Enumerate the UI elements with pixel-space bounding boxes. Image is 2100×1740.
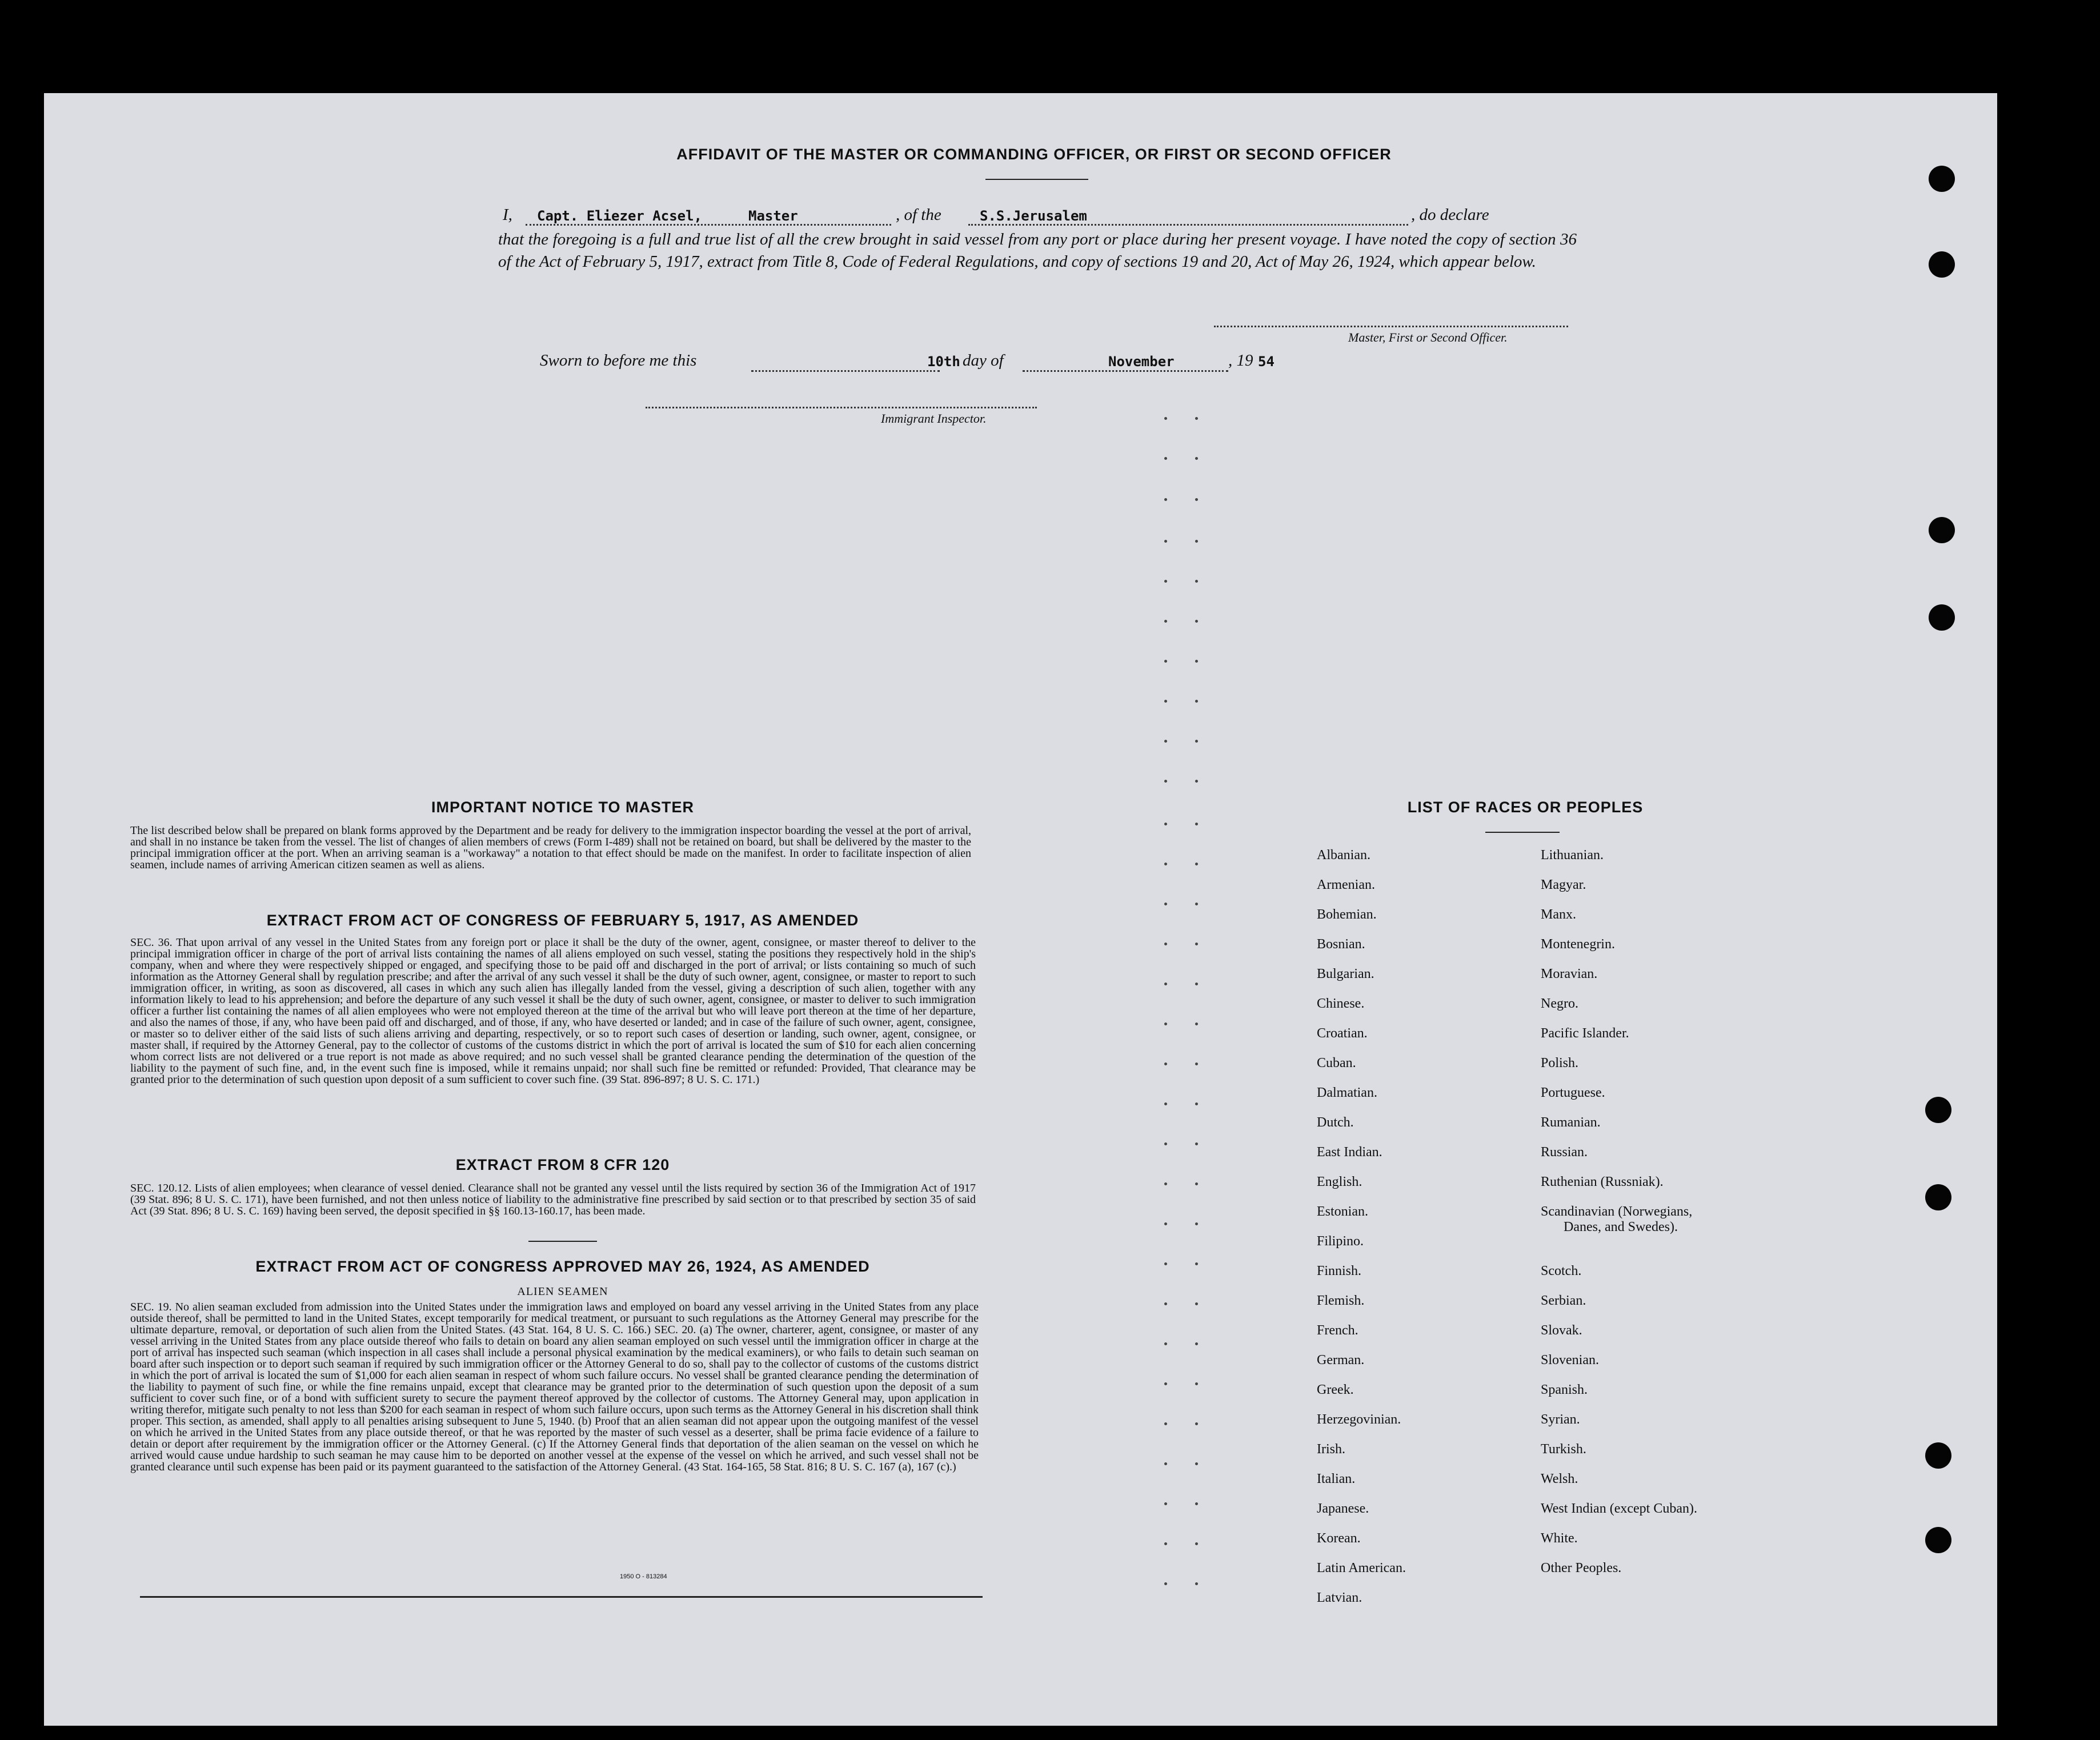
race-item: Slovak. — [1541, 1323, 1582, 1338]
fold-dot — [1164, 863, 1167, 865]
race-item: Other Peoples. — [1541, 1561, 1622, 1575]
fold-dot — [1164, 1262, 1167, 1265]
race-item: Scotch. — [1541, 1264, 1582, 1278]
race-item: Russian. — [1541, 1145, 1588, 1160]
fold-dot — [1164, 417, 1167, 420]
fold-dot — [1195, 1142, 1198, 1145]
fold-dot — [1164, 1023, 1167, 1025]
declaration-line — [503, 206, 1577, 228]
punch-hole — [1929, 166, 1955, 192]
fold-dot — [1164, 580, 1167, 583]
race-item: Filipino. — [1317, 1234, 1364, 1249]
year-suffix: 54 — [1258, 354, 1275, 370]
race-item: Latin American. — [1317, 1561, 1406, 1575]
race-item: Herzegovinian. — [1317, 1412, 1401, 1427]
notice-title: IMPORTANT NOTICE TO MASTER — [431, 799, 694, 816]
fold-dot — [1164, 903, 1167, 905]
fold-dot — [1164, 1582, 1167, 1585]
declaration-body: that the foregoing is a full and true list of all the crew brought in said vessel from any port or place during her present voyage. I have noted the copy of section 36 of the Act of February 5, 1917, extract from Title 8, Code of Federal Regulations, and copy of sections 19 and 20, Act of May 26, 1924, which appear below. — [498, 230, 1577, 271]
race-item: Moravian. — [1541, 967, 1598, 981]
fold-dot — [1195, 498, 1198, 501]
races-title-underline — [1485, 832, 1560, 833]
month-blank — [1023, 370, 1228, 372]
fold-dot — [1195, 1063, 1198, 1065]
fold-dot — [1195, 457, 1198, 460]
fold-dot — [1195, 700, 1198, 703]
race-item: Syrian. — [1541, 1412, 1580, 1427]
signature-caption: Master, First or Second Officer. — [1348, 330, 1508, 344]
race-item: Magyar. — [1541, 877, 1586, 892]
race-item: Lithuanian. — [1541, 848, 1604, 863]
race-item: Slovenian. — [1541, 1353, 1599, 1368]
race-item: West Indian (except Cuban). — [1541, 1501, 1697, 1516]
race-item: Dutch. — [1317, 1115, 1354, 1130]
section-divider — [528, 1241, 597, 1242]
inspector-signature-line — [646, 407, 1037, 408]
fold-dot — [1164, 1142, 1167, 1145]
bottom-rule — [140, 1596, 983, 1598]
race-item: Bulgarian. — [1317, 967, 1374, 981]
race-item: Danes, and Swedes). — [1564, 1220, 1678, 1234]
race-item: Italian. — [1317, 1472, 1356, 1486]
race-item: Bohemian. — [1317, 907, 1377, 922]
fold-dot — [1195, 1222, 1198, 1225]
race-item: Korean. — [1317, 1531, 1361, 1546]
sworn-line — [540, 351, 1340, 374]
race-item: Turkish. — [1541, 1442, 1586, 1457]
fold-dot — [1164, 943, 1167, 945]
fold-dot — [1164, 620, 1167, 623]
do-declare-label: , do declare — [1411, 206, 1489, 224]
fold-dot — [1164, 780, 1167, 783]
affidavit-title: AFFIDAVIT OF THE MASTER OR COMMANDING OFFICER, OR FIRST OR SECOND OFFICER — [676, 146, 1392, 163]
race-item: Ruthenian (Russniak). — [1541, 1174, 1664, 1189]
fold-dot — [1164, 1302, 1167, 1305]
fold-dot — [1195, 1342, 1198, 1345]
declarant-name: Capt. Eliezer Acsel, — [537, 208, 702, 224]
fold-dot — [1164, 1462, 1167, 1465]
fold-dot — [1164, 1542, 1167, 1545]
race-item: Scandinavian (Norwegians, — [1541, 1204, 1693, 1219]
race-item: Spanish. — [1541, 1382, 1588, 1397]
extract-1924-subtitle: ALIEN SEAMEN — [517, 1285, 608, 1298]
race-item: Portuguese. — [1541, 1085, 1605, 1100]
fold-dot — [1195, 1302, 1198, 1305]
fold-dot — [1195, 943, 1198, 945]
fold-dot — [1164, 660, 1167, 663]
race-item: Pacific Islander. — [1541, 1026, 1629, 1041]
race-item: Albanian. — [1317, 848, 1370, 863]
race-item: Latvian. — [1317, 1590, 1362, 1605]
fold-dot — [1195, 1502, 1198, 1505]
fold-dot — [1195, 863, 1198, 865]
race-item: Rumanian. — [1541, 1115, 1601, 1130]
fold-dot — [1164, 983, 1167, 985]
races-column-2 — [1541, 848, 1838, 1590]
fold-dot — [1164, 1063, 1167, 1065]
race-item: Croatian. — [1317, 1026, 1368, 1041]
punch-hole — [1925, 1442, 1951, 1469]
of-the-label: , of the — [896, 206, 941, 224]
race-item: Welsh. — [1541, 1472, 1578, 1486]
sworn-label: Sworn to before me this — [540, 351, 697, 370]
race-item: White. — [1541, 1531, 1578, 1546]
fold-dot — [1195, 580, 1198, 583]
notice-text: The list described below shall be prepared on blank forms approved by the Department and be ready for delivery to the immigration inspector boarding the vessel at the port of arrival, and shall in no instance be taken from the vessel. The list of changes of alien members of crews (Form I-489) shall not be retained on board, but shall be delivered by the master to the principal immigration officer at the port. When an arriving seaman is a "workaway" a notation to that effect should be made on the manifest. In order to facilitate inspection of alien seamen, include names of arriving American citizen seamen as well as aliens. — [130, 824, 971, 871]
fold-dot — [1195, 1462, 1198, 1465]
fold-dot — [1195, 1262, 1198, 1265]
signature-line — [1214, 326, 1568, 327]
extract-1917-text: SEC. 36. That upon arrival of any vessel in the United States from any foreign port or place it shall be the duty of the owner, agent, consignee, or master thereof to deliver to the principal immigration officer in charge of the port of arrival lists containing the names of all aliens employed on such vessel, stating the positions they respectively hold in the ship's company, when and where they were respectively shipped or engaged, and specifying those to be paid off and discharged in the port of arrival; or lists containing so much of such information as the Attorney General shall by regulation prescribe; and after the arrival of any such vessel it shall be the duty of such owner, agent, consignee, or master to report to such immigration officer, in writing, as soon as discovered, all cases in which any such alien has illegally landed from the vessel, giving a description of such alien, together with any information likely to lead to his apprehension; and before the departure of any such vessel it shall be the duty of such owner, agent, consignee, or master to deliver to such immigration officer a further list containing the names of all alien employees who were not employed thereon at the time of the arrival but who will leave port thereon at the time of her departure, and also the names of those, if any, who have been paid off and discharged, and of those, if any, who have deserted or landed; and in case of the failure of such owner, agent, consignee, or master so to deliver either of the said lists of such aliens arriving and departing, respectively, or so to report such cases of desertion or landing, such owner, agent, consignee, or master shall, if required by the Attorney General, pay to the collector of customs of the customs district in which the port of arrival is located the sum of $10 for each alien concerning whom correct lists are not delivered or a true report is not made as above required; and no such vessel shall be granted clearance pending the determination of the question of the liability to the payment of such fine, and, in the event such fine is imposed, while it remains unpaid; nor shall such fine be remitted or refunded: Provided, That clearance may be granted prior to the determination of such question upon deposit of a sum sufficient to cover such fine. (39 Stat. 896-897; 8 U. S. C. 171.) — [130, 936, 976, 1086]
fold-dot — [1164, 498, 1167, 501]
fold-dot — [1195, 1023, 1198, 1025]
fold-dot — [1164, 1342, 1167, 1345]
year-prefix: , 19 — [1228, 351, 1253, 370]
fold-dot — [1195, 1382, 1198, 1385]
fold-dot — [1195, 1422, 1198, 1425]
fold-dot — [1164, 1502, 1167, 1505]
vessel-blank — [968, 224, 1408, 226]
sworn-day: 10th — [927, 354, 960, 370]
race-item: Serbian. — [1541, 1293, 1586, 1308]
race-item: Finnish. — [1317, 1264, 1362, 1278]
fold-dot — [1195, 1582, 1198, 1585]
fold-dot — [1164, 1382, 1167, 1385]
print-code: 1950 O - 813284 — [620, 1573, 667, 1580]
race-item: German. — [1317, 1353, 1365, 1368]
fold-dot — [1164, 1222, 1167, 1225]
punch-hole — [1929, 604, 1955, 631]
fold-dot — [1195, 1542, 1198, 1545]
race-item: Armenian. — [1317, 877, 1375, 892]
race-item: Japanese. — [1317, 1501, 1369, 1516]
extract-1924-title: EXTRACT FROM ACT OF CONGRESS APPROVED MAY 26, 1924, AS AMENDED — [255, 1258, 870, 1275]
fold-dot — [1195, 1102, 1198, 1105]
races-title: LIST OF RACES OR PEOPLES — [1407, 799, 1644, 816]
fold-dot — [1164, 823, 1167, 825]
punch-hole — [1929, 517, 1955, 543]
fold-dot — [1164, 700, 1167, 703]
fold-dot — [1195, 660, 1198, 663]
race-item: Irish. — [1317, 1442, 1345, 1457]
punch-hole — [1929, 251, 1955, 278]
fold-dot — [1164, 1102, 1167, 1105]
extract-8cfr-text: SEC. 120.12. Lists of alien employees; when clearance of vessel denied. Clearance shall not be granted any vessel until the lists required by section 36 of the Immigration Act of 1917 (39 Stat. 896; 8 U. S. C. 171), have been furnished, and not then unless notice of liability to the administrative fine prescribed by said section or to that prescribed by section 35 of said Act (39 Stat. 896; 8 U. S. C. 169) having been served, the deposit specified in §§ 160.13-160.17, has been made. — [130, 1182, 976, 1217]
race-item: Bosnian. — [1317, 937, 1365, 952]
fold-dot — [1164, 1422, 1167, 1425]
fold-dot — [1164, 1182, 1167, 1185]
race-item: Montenegrin. — [1541, 937, 1615, 952]
punch-hole — [1925, 1097, 1951, 1123]
race-item: Dalmatian. — [1317, 1085, 1377, 1100]
race-item: Cuban. — [1317, 1056, 1356, 1071]
declaration-lead: I, — [503, 206, 512, 224]
race-item: Estonian. — [1317, 1204, 1368, 1219]
extract-1924-text: SEC. 19. No alien seaman excluded from admission into the United States under the immigration laws and employed on board any vessel arriving in the United States from any place outside thereof, shall be permitted to land in the United States, except temporarily for medical treatment, or pursuant to such regulations as the Attorney General may prescribe for the ultimate departure, removal, or deportation of such alien from the United States. (43 Stat. 164, 8 U. S. C. 166.) SEC. 20. (a) The owner, charterer, agent, consignee, or master of any vessel arriving in the United States from any place outside thereof who fails to detain on board any alien seaman employed on such vessel until the immigration officer in charge at the port of arrival has inspected such seaman (which inspection in all cases shall include a personal physical examination by the medical examiners), or who fails to detain such seaman on board after such inspection or to deport such seaman if required by such immigration officer or the Attorney General to do so, shall pay to the collector of customs of the customs district in which the port of arrival is located the sum of $1,000 for each alien seaman in respect of whom such failure occurs. No vessel shall be granted clearance pending the determination of the liability to payment of such fine, or while the fine remains unpaid, except that clearance may be granted prior to the determination of such question upon the deposit of a sum sufficient to cover such fine, or of a bond with sufficient surety to secure the payment thereof approved by the collector of customs. The Attorney General may, upon application in writing therefor, mitigate such penalty to not less than $200 for each seaman in respect of whom such failure occurs, upon such terms as the Attorney General in his discretion shall think proper. This section, as amended, shall apply to all penalties arising subsequent to June 5, 1940. (b) Proof that an alien seaman did not appear upon the outgoing manifest of the vessel on which he arrived in the United States from any place outside thereof, or that he was reported by the master of such vessel as a deserter, shall be prima facie evidence of a failure to detain or deport after requirement by the immigration officer or the Attorney General. (c) If the Attorney General finds that deportation of the alien seaman on the vessel on which he arrived would cause undue hardship to such seaman he may cause him to be deported on another vessel at the expense of the vessel on which he arrived, and such vessel shall not be granted clearance until such expense has been paid or its payment guaranteed to the satisfaction of the Attorney General. (43 Stat. 164-165, 58 Stat. 816; 8 U. S. C. 167 (a), 167 (c).) — [130, 1301, 979, 1473]
fold-dot — [1195, 1182, 1198, 1185]
fold-dot — [1195, 620, 1198, 623]
fold-dot — [1195, 417, 1198, 420]
inspector-caption: Immigrant Inspector. — [881, 411, 987, 426]
punch-hole — [1925, 1184, 1951, 1210]
race-item: East Indian. — [1317, 1145, 1382, 1160]
fold-dot — [1195, 903, 1198, 905]
races-column-1 — [1317, 848, 1522, 1620]
extract-1917-title: EXTRACT FROM ACT OF CONGRESS OF FEBRUARY 5, 1917, AS AMENDED — [266, 912, 859, 929]
race-item: Chinese. — [1317, 996, 1365, 1011]
declarant-rank: Master — [748, 208, 798, 224]
name-blank — [526, 224, 891, 226]
fold-dot — [1195, 983, 1198, 985]
punch-hole — [1925, 1527, 1951, 1553]
sworn-month: November — [1108, 354, 1175, 370]
fold-dot — [1195, 540, 1198, 543]
fold-dot — [1164, 740, 1167, 743]
day-blank — [751, 370, 940, 372]
race-item: Greek. — [1317, 1382, 1354, 1397]
extract-8cfr-title: EXTRACT FROM 8 CFR 120 — [455, 1156, 670, 1173]
fold-dot — [1195, 740, 1198, 743]
race-item: Polish. — [1541, 1056, 1579, 1071]
day-of-label: day of — [963, 351, 1004, 370]
race-item: Flemish. — [1317, 1293, 1365, 1308]
title-underline — [985, 179, 1088, 180]
vessel-name: S.S.Jerusalem — [980, 208, 1087, 224]
fold-dot — [1195, 823, 1198, 825]
fold-dot — [1164, 457, 1167, 460]
race-item: English. — [1317, 1174, 1362, 1189]
fold-dot — [1195, 780, 1198, 783]
fold-dot — [1164, 540, 1167, 543]
race-item: French. — [1317, 1323, 1358, 1338]
race-item: Manx. — [1541, 907, 1576, 922]
race-item: Negro. — [1541, 996, 1578, 1011]
